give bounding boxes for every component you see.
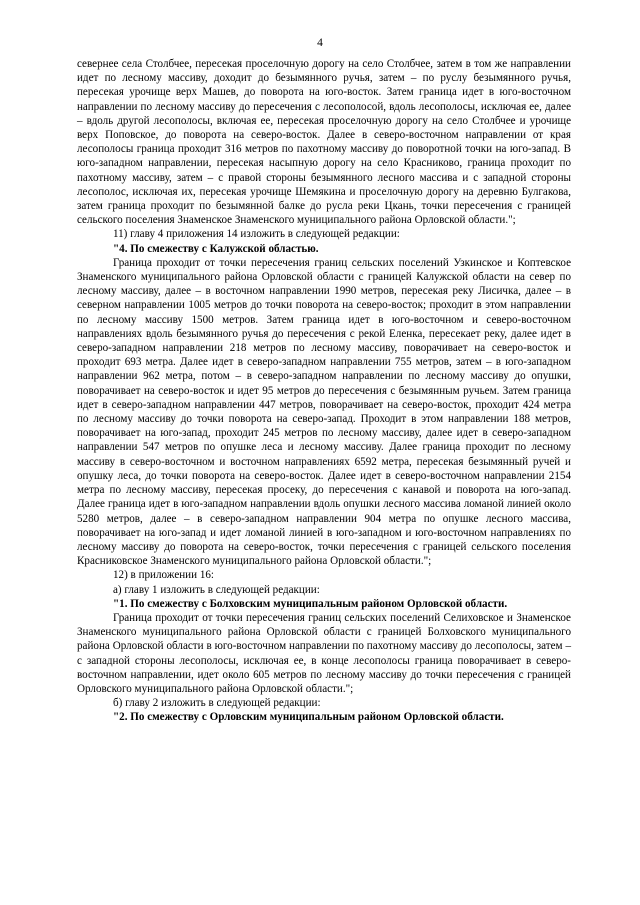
- section-heading-1: "1. По смежеству с Болховским муниципальным районом Орловской области.: [113, 597, 508, 610]
- paragraph-bolkhov-boundary: Граница проходит от точки пересечения границ сельских поселений Селиховское и Знаменское Знаменского муниципального района Орловской области с границей Болховского муниципального района Орловской области в юго-восточном направлении по пахотному массиву до лесополосы, затем – с западной стороны лесополосы, исключая ее, в конце лесополосы граница поворачивает в северо-восточном направлении, идет около 605 метров по лесному массиву до точки пересечения с границей Орловского муниципального района Орловской области.";: [77, 611, 571, 695]
- amendment-item-12: 12) в приложении 16:: [113, 569, 215, 582]
- paragraph-kaluga-boundary: Граница проходит от точки пересечения границ сельских поселений Узкинское и Коптевское Знаменского муниципального района Орловской области с границей Калужской области на север по лесному массиву, далее – в восточном направлении 1990 метров, пересекая реку Лисичка, далее – в северном направлении 1005 метров до точки поворота на северо-восток; проходит в этом направлении по лесному массиву 1500 метров. Затем граница идет в юго-восточном и северо-восточном направлениях вдоль безымянного ручья до пересечения с рекой Еленка, пересекает реку, далее идет в северо-западном направлении 218 метров по лесному массиву, поворачивает на северо-восток и проходит 693 метра. Далее идет в северо-западном направлении 755 метров, затем – в юго-западном направлении 962 метра, потом – в северо-западном направлении по лесному массиву до опушки, поворачивает на северо-восток и идет 95 метров до пересечения с безымянным ручьем. Затем граница идет в северо-западном направлении 447 метров, поворачивает на северо-восток, проходит 424 метра по лесному массиву до точки поворота на северо-запад. Проходит в этом направлении 188 метров, поворачивает на юго-запад, проходит 245 метров по лесному массиву, далее идет в северо-западном направлении 547 метров по опушке леса и лесному массиву. Далее граница проходит по лесному массиву в северо-восточном и восточном направлениях 6592 метра, пересекая безымянный ручей и опушку леса, до точки поворота на северо-восток. Далее идет в северо-восточном направлении 2154 метра по лесному массиву, пересекая просеку, до пересечения с канавой и поворота на юго-запад. Далее граница идет в юго-западном направлении вдоль опушки лесного массива ломаной линией около 5280 метров, далее – в северо-западном направлении 904 метра по опушке лесного массива, поворачивает на юго-запад и идет ломаной линией в юго-западном и юго-восточном направлениях по лесному массиву до поворота на северо-восток, точки пересечения с границей сельского поселения Красниковское Знаменского муниципального района Орловской области.";: [77, 256, 571, 568]
- page-number: 4: [317, 37, 323, 49]
- paragraph-continuation: севернее села Столбчее, пересекая проселочную дорогу на село Столбчее, затем в том же направлении идет по лесному массиву, доходит до безымянного ручья, затем – по руслу безымянного ручья, пересекая урочище верх Машев, до поворота на юго-восток. Затем граница идет в юго-восточном направлении по лесному массиву до пересечения с лесополосой, вдоль лесополосы, исключая ее, далее – вдоль другой лесополосы, включая ее, пересекая проселочную дорогу на село Столбчее и урочище верх Поповское, до поворота на северо-восток. Далее в северо-восточном направлении от края лесополосы граница проходит 316 метров по пахотному массиву до поворотной точки на юго-запад. В юго-западном направлении, пересекая насыпную дорогу на село Красниково, граница проходит по пахотному массиву, затем – с правой стороны безымянного лесного массива и с западной стороны лесополос, исключая их, пересекая урочище Шемякина и проселочную дорогу на деревню Булгакова, затем граница проходит по безымянной балке до русла реки Цкань, точки пересечения с границей сельского поселения Знаменское Знаменского муниципального района Орловской области.";: [77, 58, 571, 227]
- section-heading-4: "4. По смежеству с Калужской областью.: [113, 242, 319, 255]
- document-body: [77, 57, 571, 725]
- amendment-item-11: 11) главу 4 приложения 14 изложить в следующей редакции:: [113, 228, 400, 241]
- amendment-item-12a: а) главу 1 изложить в следующей редакции:: [113, 583, 320, 596]
- section-heading-2: "2. По смежеству с Орловским муниципальным районом Орловской области.: [113, 711, 504, 724]
- amendment-item-12b: б) главу 2 изложить в следующей редакции:: [113, 697, 321, 710]
